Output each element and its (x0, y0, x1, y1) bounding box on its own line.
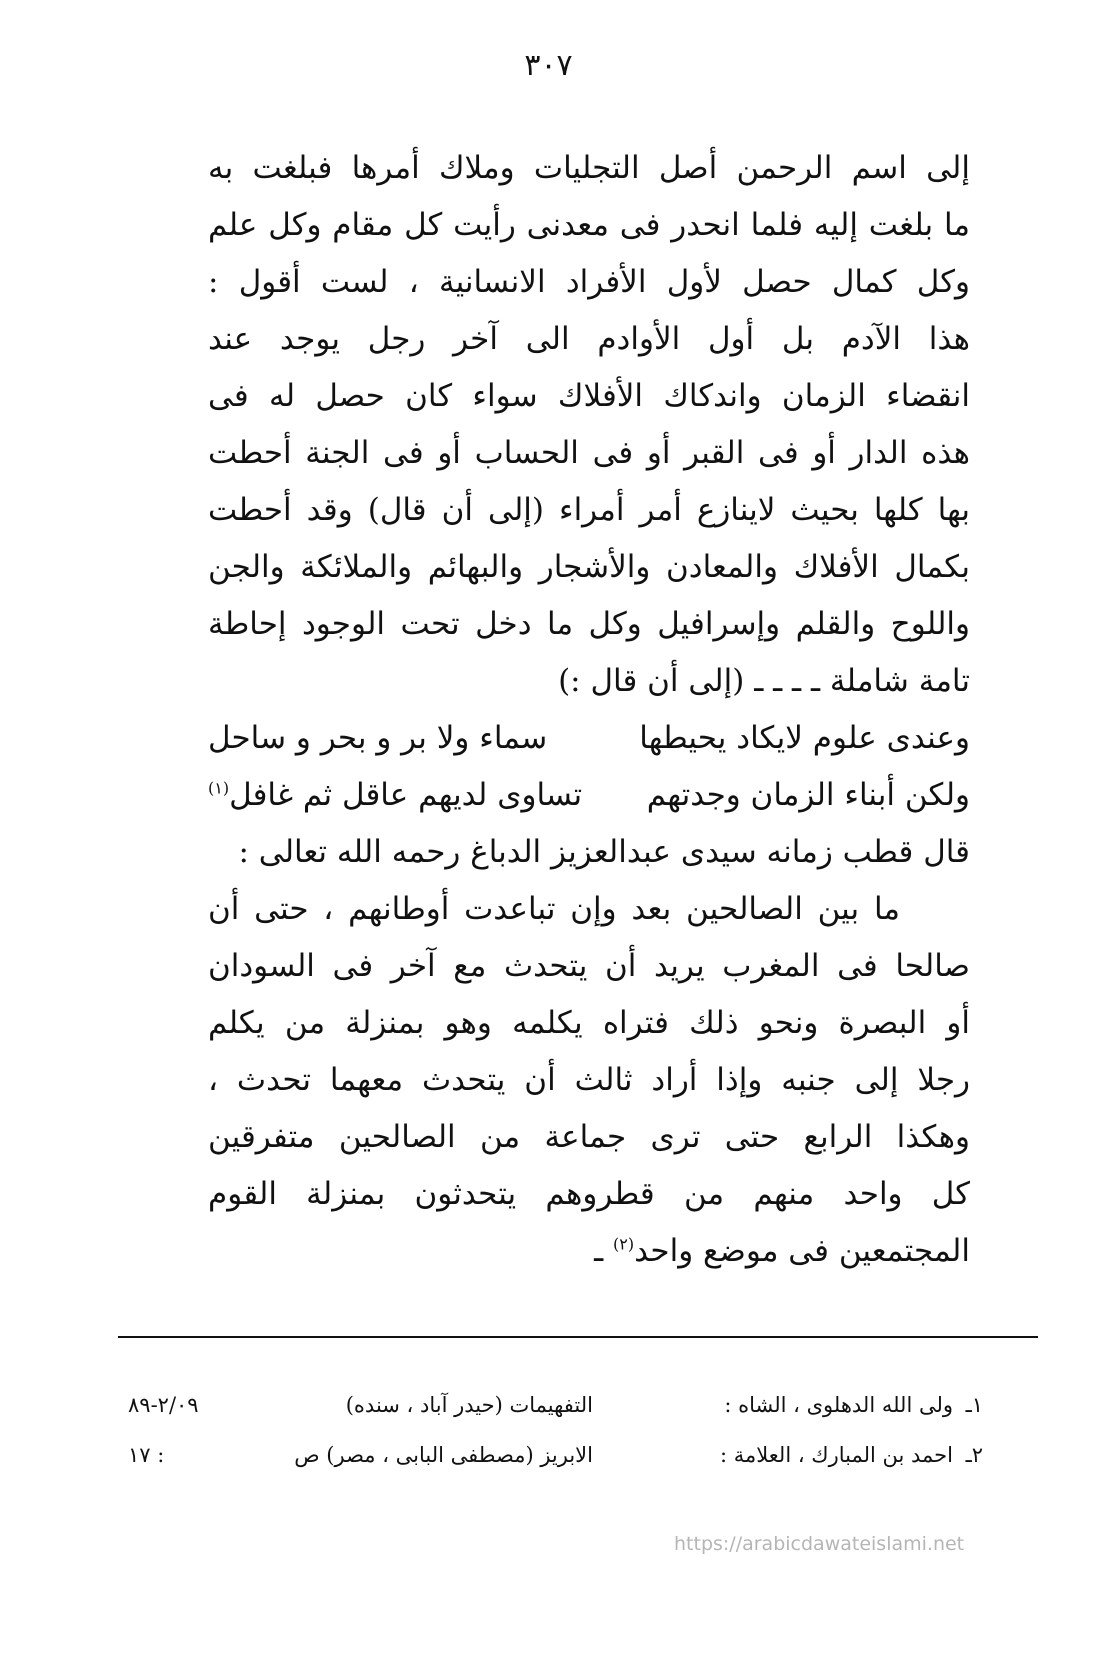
footnote-number: ١ـ (965, 1393, 983, 1417)
text-line-last (208, 1223, 970, 1280)
text-line: انقضاء الزمان واندكاك الأفلاك سواء كان حصل له فى (208, 378, 970, 414)
footnote-divider (118, 1336, 1038, 1338)
footnote-author: ولى الله الدهلوى ، الشاه : (724, 1393, 953, 1417)
footnote (128, 1380, 983, 1430)
text-line: صالحا فى المغرب يريد أن يتحدث مع آخر فى السودان (208, 948, 970, 984)
text-line: ما بين الصالحين بعد وإن تباعدت أوطانهم ، حتى أن (208, 891, 900, 927)
footnote-title: الابريز (مصطفى البابى ، مصر) ص (294, 1443, 593, 1467)
footnote-marker: (٢) (613, 1234, 635, 1254)
footnote-number: ٢ـ (965, 1443, 983, 1467)
footnote-page: ٢/٠٩-٨٩ (128, 1393, 199, 1417)
verse-hemistich-first: ولكن أبناء الزمان وجدتهم (646, 777, 970, 813)
text-line: قال قطب زمانه سيدى عبدالعزيز الدباغ رحمه الله تعالى : (238, 834, 970, 870)
text-line: بها كلها بحيث لاينازع أمر أمراء (إلى أن قال) وقد أحطت (208, 492, 970, 528)
verse-hemistich-second: تساوى لديهم عاقل ثم غافل (229, 777, 583, 813)
main-text (208, 140, 970, 1280)
text-line: هذه الدار أو فى القبر أو فى الحساب أو فى الجنة أحطت (208, 435, 970, 471)
text-line: وهكذا الرابع حتى ترى جماعة من الصالحين متفرقين (208, 1119, 970, 1155)
page-number: ٣٠٧ (524, 48, 573, 83)
footnote-title: التفهيمات (حيدر آباد ، سنده) (345, 1393, 593, 1417)
footnote-page: : ١٧ (128, 1443, 165, 1467)
text-line: هذا الآدم بل أول الأوادم الى آخر رجل يوجد عند (208, 321, 970, 357)
footnotes (128, 1380, 983, 1480)
verse-hemistich-second: سماء ولا بر و بحر و ساحل (208, 720, 548, 756)
verse-line (208, 767, 970, 824)
last-line-text: المجتمعين فى موضع واحد (634, 1233, 970, 1269)
verse-line (208, 710, 970, 767)
verse-hemistich-second-wrap (208, 767, 582, 824)
text-line: وكل كمال حصل لأول الأفراد الانسانية ، لست أقول : (208, 264, 970, 300)
text-line: واللوح والقلم وإسرافيل وكل ما دخل تحت الوجود إحاطة (208, 606, 970, 642)
text-line: بكمال الأفلاك والمعادن والأشجار والبهائم والملائكة والجن (208, 549, 970, 585)
text-line: ما بلغت إليه فلما انحدر فى معدنى رأيت كل مقام وكل علم (208, 207, 970, 243)
footnote-author: احمد بن المبارك ، العلامة : (720, 1443, 953, 1467)
text-line: رجلا إلى جنبه وإذا أراد ثالث أن يتحدث معهما تحدث ، (208, 1062, 970, 1098)
verse-hemistich-first: وعندى علوم لايكاد يحيطها (639, 720, 970, 756)
text-line: تامة شاملة ـ ـ ـ ـ (إلى أن قال :) (558, 663, 970, 699)
text-line: أو البصرة ونحو ذلك فتراه يكلمه وهو بمنزلة من يكلم (208, 1005, 970, 1041)
last-line-end: ـ (594, 1233, 614, 1269)
footnote-marker: (١) (208, 778, 230, 798)
footnote (128, 1430, 983, 1480)
text-line: إلى اسم الرحمن أصل التجليات وملاك أمرها فبلغت به (208, 150, 970, 186)
text-line: كل واحد منهم من قطروهم يتحدثون بمنزلة القوم (208, 1176, 970, 1212)
watermark-url: https://arabicdawateislami.net (674, 1533, 965, 1555)
